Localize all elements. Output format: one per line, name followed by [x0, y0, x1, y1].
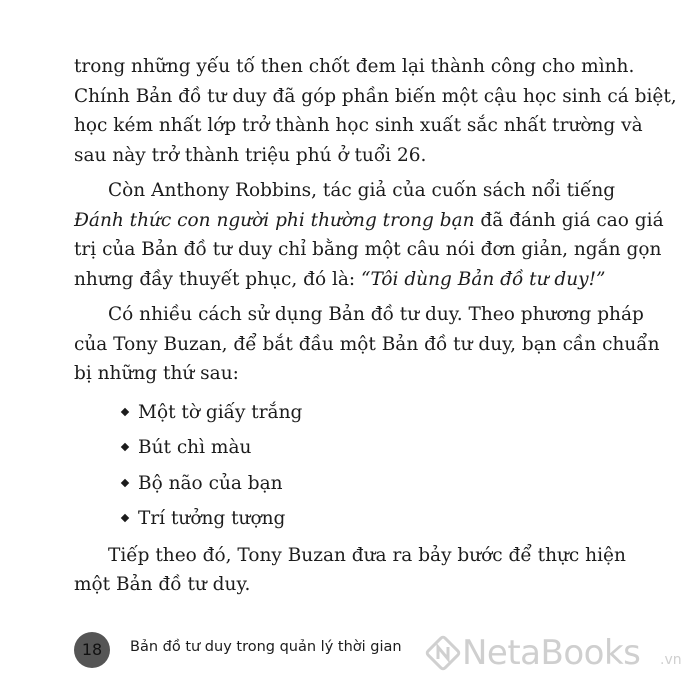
body-text [74, 52, 677, 606]
quote-italic: “Tôi dùng Bản đồ tư duy!” [361, 268, 606, 290]
text-line: của Tony Buzan, để bắt đầu một Bản đồ tư duy, bạn cần chuẩn [74, 333, 660, 355]
bullet-list [74, 395, 634, 537]
text-run: đã đánh giá cao giá [474, 209, 664, 231]
text-line: trị của Bản đồ tư duy chỉ bằng một câu nói đơn giản, ngắn gọn [74, 239, 662, 260]
text-line: Tiếp theo đó, Tony Buzan đưa ra bảy bước để thực hiện [108, 544, 626, 566]
text-line: học kém nhất lớp trở thành học sinh xuất sắc nhất trường và [74, 115, 643, 136]
paragraph-3 [74, 300, 660, 389]
list-item-text: Bộ não của bạn [138, 472, 283, 494]
list-item-text: Một tờ giấy trắng [138, 401, 303, 423]
text-line [74, 206, 664, 236]
text-line: sau này trở thành triệu phú ở tuổi 26. [74, 144, 427, 166]
text-line: bị những thứ sau: [74, 363, 239, 384]
watermark-name: NetaBooks [462, 633, 641, 673]
text-line: Còn Anthony Robbins, tác giả của cuốn sách nổi tiếng [108, 180, 616, 201]
list-item [74, 395, 634, 431]
paragraph-1 [74, 52, 677, 170]
watermark-tld: .vn [660, 652, 682, 668]
list-item-text: Trí tưởng tượng [138, 508, 286, 529]
netabooks-logo-icon [424, 634, 462, 672]
paragraph-2 [74, 176, 664, 294]
list-item [74, 430, 634, 466]
page-number: 18 [74, 632, 110, 668]
running-head: Bản đồ tư duy trong quản lý thời gian [130, 639, 402, 655]
text-line: Chính Bản đồ tư duy đã góp phần biến một cậu học sinh cá biệt, [74, 85, 677, 107]
list-item [74, 501, 634, 537]
text-line: một Bản đồ tư duy. [74, 574, 251, 595]
text-line: Có nhiều cách sử dụng Bản đồ tư duy. Theo phương pháp [108, 304, 644, 325]
list-item-text: Bút chì màu [138, 437, 252, 458]
text-line: trong những yếu tố then chốt đem lại thành công cho mình. [74, 56, 635, 77]
text-run: nhưng đầy thuyết phục, đó là: [74, 268, 362, 290]
list-item [74, 466, 634, 502]
text-line [74, 265, 634, 295]
book-title-italic: Đánh thức con người phi thường trong bạn [74, 209, 475, 231]
paragraph-4 [74, 541, 634, 600]
